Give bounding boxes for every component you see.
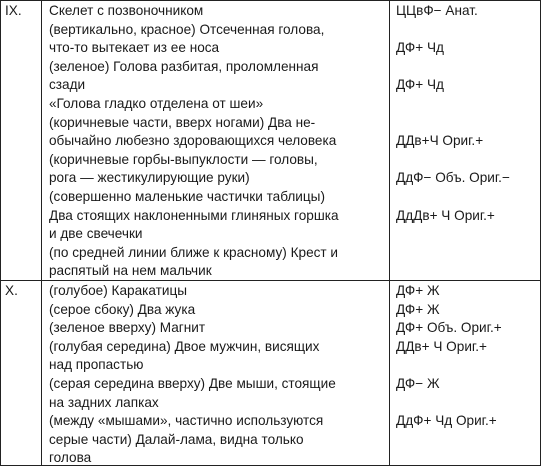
scoring-code: ДФ+ Чд [396,40,444,56]
response-line: что-то вытекает из ее носа [49,40,220,56]
response-line: рога — жестикулирующие руки) [49,170,250,186]
response-line: (голубая середина) Двое мужчин, висящих [49,338,320,354]
scoring-code: ДдДв+ Ч Ориг.+ [396,207,495,223]
response-line: обычайно любезно здоровающихся человека [49,133,337,149]
response-line: (серое сбоку) Два жука [49,301,196,317]
response-line: на задних лапках [49,394,159,410]
row-number: IX. [5,3,22,18]
response-line: голова [49,450,92,466]
row-number: X. [5,283,18,298]
scoring-code: ДФ+ Ж [396,301,440,317]
response-line: «Голова гладко отделена от шеи» [49,96,264,111]
column-divider-1 [41,0,42,466]
response-line: и две свечечки [49,226,143,242]
scoring-code: ДФ− Ж [396,376,440,391]
scoring-code: ДФ+ Ж [396,283,440,298]
response-line: (совершенно маленькие частички таблицы) [49,189,325,204]
response-line: (голубое) Каракатицы [49,283,188,298]
response-line: (вертикально, красное) Отсеченная голова, [49,21,325,37]
response-line: Скелет с позвоночником [49,3,204,18]
scoring-code: ДФ+ Объ. Ориг.+ [396,320,502,336]
response-line: распятый на нем мальчик [49,263,212,279]
scoring-code: ЦЦвФ− Анат. [396,3,478,18]
scoring-code: ДдФ+ Чд Ориг.+ [396,413,497,429]
response-line: сзади [49,77,86,93]
response-line: (зеленое вверху) Магнит [49,320,206,336]
scoring-code: ДДв+ Ч Ориг.+ [396,338,487,354]
scoring-code: ДДв+Ч Ориг.+ [396,133,484,149]
response-line: (между «мышами», частично используются [49,413,324,429]
response-line: (по средней линии ближе к красному) Крест и [49,244,339,260]
response-line: (зеленое) Голова разбитая, проломленная [49,58,319,74]
response-line: (коричневые части, вверх ногами) Два не- [49,114,316,130]
response-line: над пропастью [49,357,144,373]
column-divider-2 [389,0,390,466]
response-line: (коричневые горбы-выпуклости — головы, [49,151,318,167]
response-line: (серая середина вверху) Две мыши, стоящие [49,376,336,391]
response-line: Два стоящих наклоненными глиняных горшка [49,207,339,223]
response-line: серые части) Далай-лама, видна только [49,431,304,447]
scoring-code: ДФ+ Чд [396,77,444,93]
scoring-code: ДдФ− Объ. Ориг.− [396,170,510,186]
